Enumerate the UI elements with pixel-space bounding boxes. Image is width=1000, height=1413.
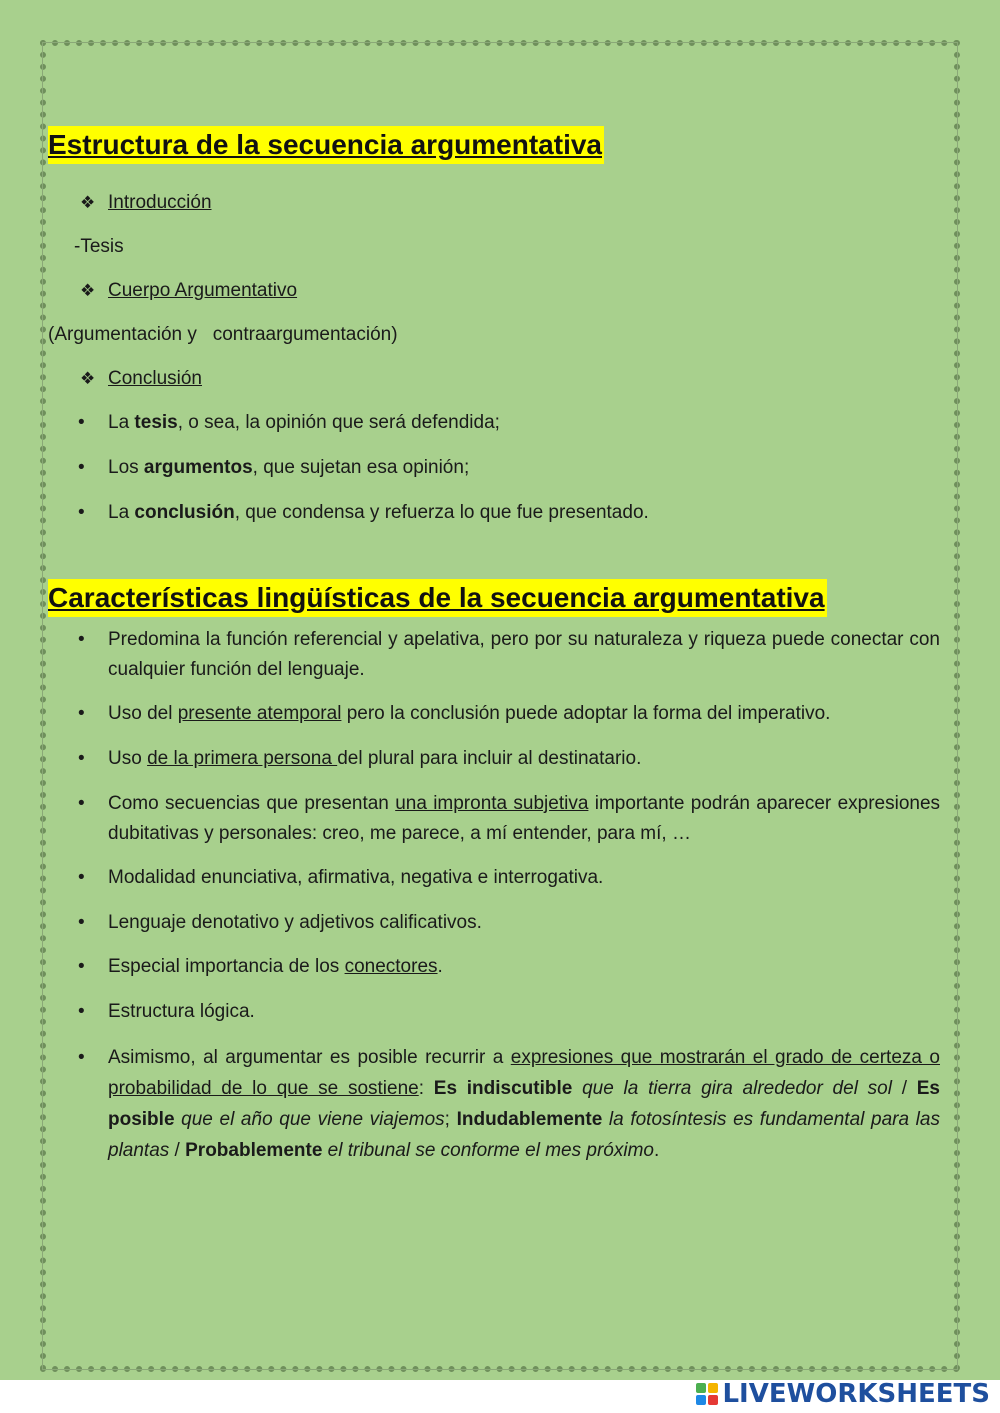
bullet-icon: • [78,867,85,888]
text: Modalidad enunciativa, afirmativa, negativa e interrogativa. [108,867,604,888]
text: Como secuencias que presentan [108,793,396,814]
bullet-icon: • [78,502,85,523]
text: Uso [108,748,148,769]
diamond-bullet-icon: ❖ [80,369,96,388]
text: : [418,1078,434,1099]
text: La [108,412,135,433]
bold-term: Es posible [108,1078,940,1130]
bold-term: Es indiscutible [433,1078,573,1099]
text: Estructura lógica. [108,1001,255,1022]
underlined-term: una impronta subjetiva [395,793,589,814]
cuerpo-label: Cuerpo Argumentativo [108,280,298,301]
section-title-estructura: Estructura de la secuencia argumentativa [48,126,604,164]
liveworksheets-logo-icon [696,1383,718,1405]
bullet-icon: • [78,1001,85,1022]
outline-item-cuerpo [48,276,940,320]
bold-term: tesis [134,412,178,433]
diamond-bullet-icon: ❖ [80,281,96,300]
section-title-caracteristicas: Características lingüísticas de la secuencia argumentativa [48,579,827,617]
list-item [48,789,940,849]
bullet-icon: • [78,1047,85,1068]
worksheet-content [48,126,940,1166]
brand-name: LIVEWORKSHEETS [722,1379,990,1409]
underlined-term: conectores [344,956,438,977]
text: ; [444,1109,457,1130]
underlined-term: de la primera persona [147,748,338,769]
bullet-icon: • [78,457,85,478]
bullet-icon: • [78,748,85,769]
text: . [437,956,443,977]
outline-item-conclusion [48,364,940,408]
list-item [48,908,940,938]
bold-term: Probablemente [185,1140,323,1161]
intro-label: Introducción [108,192,212,213]
example-text: la fotosíntesis es fundamental para las plantas [108,1109,940,1161]
bold-term: argumentos [143,457,253,478]
bullet-icon: • [78,629,85,650]
bold-term: conclusión [134,502,235,523]
structure-list [48,408,940,543]
text: importante podrán aparecer expresiones dubitativas y personales: creo, me parece, a mí entender, para mí, … [108,793,941,844]
list-item [48,744,940,774]
text: Predomina la función referencial y apelativa, pero por su naturaleza y riqueza puede conectar con cualquier función del lenguaje. [108,629,940,680]
bullet-icon: • [78,956,85,977]
list-item [48,498,940,543]
list-item [48,863,940,893]
text: . [653,1140,660,1161]
text: La [108,502,135,523]
bullet-icon: • [78,703,85,724]
bold-term: Indudablemente [456,1109,603,1130]
outline-item-introduccion [48,188,940,232]
list-item [48,997,940,1027]
example-text: el tribunal se conforme el mes próximo [322,1140,654,1161]
conclusion-label: Conclusión [108,368,202,389]
list-item [48,408,940,453]
example-text: que el año que viene viajemos [174,1109,445,1130]
list-item [48,625,940,685]
bullet-icon: • [78,793,85,814]
list-item [48,699,940,729]
text: , que sujetan esa opinión; [252,457,470,478]
list-item [48,952,940,982]
list-item [48,1042,940,1166]
cuerpo-detail: (Argumentación y contraargumentación) [48,324,398,345]
tesis-line: -Tesis [74,236,124,257]
text: pero la conclusión puede adoptar la forma del imperativo. [341,703,831,724]
bullet-icon: • [78,912,85,933]
text: Los [108,457,144,478]
features-list [48,625,940,1166]
text: / [891,1078,917,1099]
text: , o sea, la opinión que será defendida; [177,412,500,433]
text: Especial importancia de los [108,956,345,977]
text: Asimismo, al argumentar es posible recurrir a [108,1047,511,1068]
bullet-icon: • [78,412,85,433]
example-text: que la tierra gira alrededor del sol [572,1078,892,1099]
text: Uso del [108,703,178,724]
text: , que condensa y refuerza lo que fue presentado. [234,502,649,523]
diamond-bullet-icon: ❖ [80,193,96,212]
text: del plural para incluir al destinatario. [337,748,642,769]
text: Lenguaje denotativo y adjetivos calificativos. [108,912,482,933]
text: / [169,1140,186,1161]
liveworksheets-logo[interactable] [696,1378,990,1410]
list-item [48,453,940,498]
underlined-term: expresiones que mostrarán el grado de certeza o probabilidad de lo que se sostiene [108,1047,940,1099]
underlined-term: presente atemporal [177,703,342,724]
